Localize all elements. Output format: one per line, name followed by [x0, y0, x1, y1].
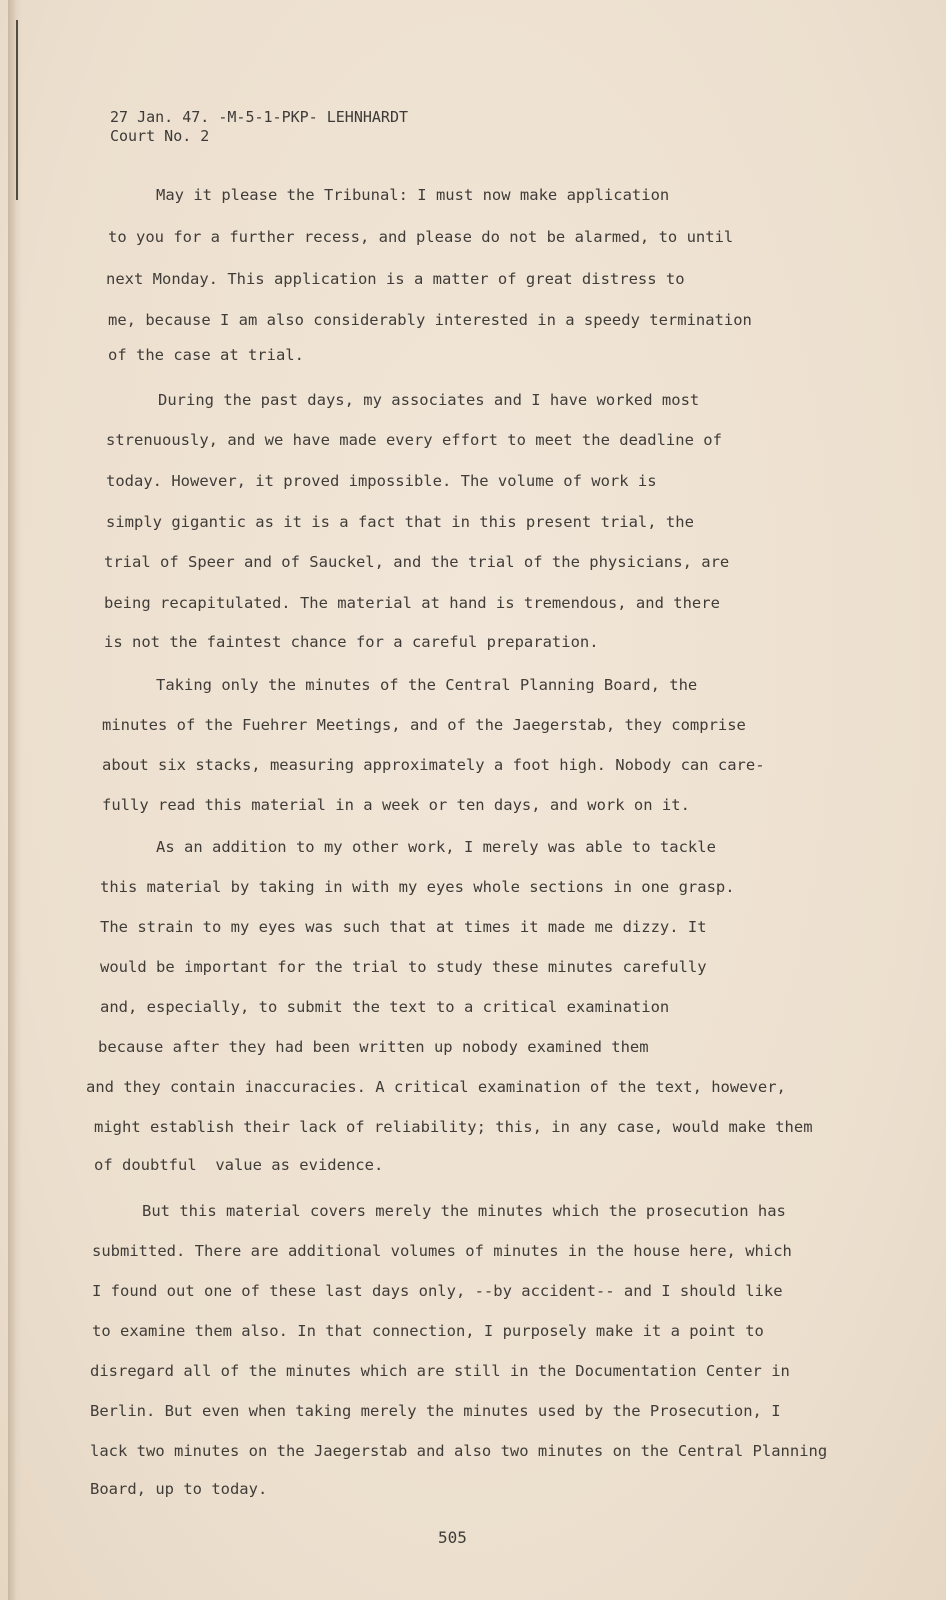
text-line: and they contain inaccuracies. A critical examination of the text, however,: [86, 1078, 786, 1096]
document-header: [110, 108, 408, 146]
text-line: As an addition to my other work, I merely was able to tackle: [100, 838, 716, 856]
text-line: because after they had been written up nobody examined them: [98, 1038, 649, 1056]
text-line: me, because I am also considerably interested in a speedy termination: [108, 311, 752, 329]
text-line: submitted. There are additional volumes of minutes in the house here, which: [92, 1242, 792, 1260]
text-line: might establish their lack of reliability; this, in any case, would make them: [94, 1118, 813, 1136]
text-line: would be important for the trial to study these minutes carefully: [100, 958, 707, 976]
text-line: Board, up to today.: [90, 1480, 268, 1498]
text-line: During the past days, my associates and I have worked most: [102, 391, 700, 409]
text-line: minutes of the Fuehrer Meetings, and of the Jaegerstab, they comprise: [102, 716, 746, 734]
text-line: of doubtful value as evidence.: [94, 1156, 384, 1174]
page-edge-mark: [16, 20, 18, 200]
page-number: 505: [438, 1528, 467, 1547]
text-line: this material by taking in with my eyes whole sections in one grasp.: [100, 878, 735, 896]
text-line: of the case at trial.: [108, 346, 304, 364]
text-line: May it please the Tribunal: I must now make application: [100, 186, 670, 204]
page-left-edge: [8, 0, 22, 1600]
text-line: today. However, it proved impossible. The volume of work is: [106, 472, 657, 490]
text-line: is not the faintest chance for a careful preparation.: [104, 633, 599, 651]
text-line: fully read this material in a week or ten days, and work on it.: [102, 796, 690, 814]
text-line: lack two minutes on the Jaegerstab and also two minutes on the Central Planning: [90, 1442, 828, 1460]
header-reference-line: 27 Jan. 47. -M-5-1-PKP- LEHNHARDT: [110, 108, 409, 126]
text-line: next Monday. This application is a matter of great distress to: [106, 270, 685, 288]
text-line: I found out one of these last days only, --by accident-- and I should like: [92, 1282, 783, 1300]
text-line: about six stacks, measuring approximately a foot high. Nobody can care-: [102, 756, 765, 774]
text-line: to examine them also. In that connection, I purposely make it a point to: [92, 1322, 764, 1340]
text-line: to you for a further recess, and please do not be alarmed, to until: [108, 228, 734, 246]
text-line: The strain to my eyes was such that at times it made me dizzy. It: [100, 918, 707, 936]
text-line: trial of Speer and of Sauckel, and the trial of the physicians, are: [104, 553, 730, 571]
text-line: Berlin. But even when taking merely the minutes used by the Prosecution, I: [90, 1402, 781, 1420]
text-line: But this material covers merely the minutes which the prosecution has: [86, 1202, 786, 1220]
text-line: disregard all of the minutes which are still in the Documentation Center in: [90, 1362, 790, 1380]
text-line: simply gigantic as it is a fact that in this present trial, the: [106, 513, 694, 531]
text-line: and, especially, to submit the text to a critical examination: [100, 998, 670, 1016]
text-line: being recapitulated. The material at hand is tremendous, and there: [104, 594, 720, 612]
text-line: Taking only the minutes of the Central Planning Board, the: [100, 676, 698, 694]
header-court-line: Court No. 2: [110, 127, 210, 145]
text-line: strenuously, and we have made every effort to meet the deadline of: [106, 431, 722, 449]
